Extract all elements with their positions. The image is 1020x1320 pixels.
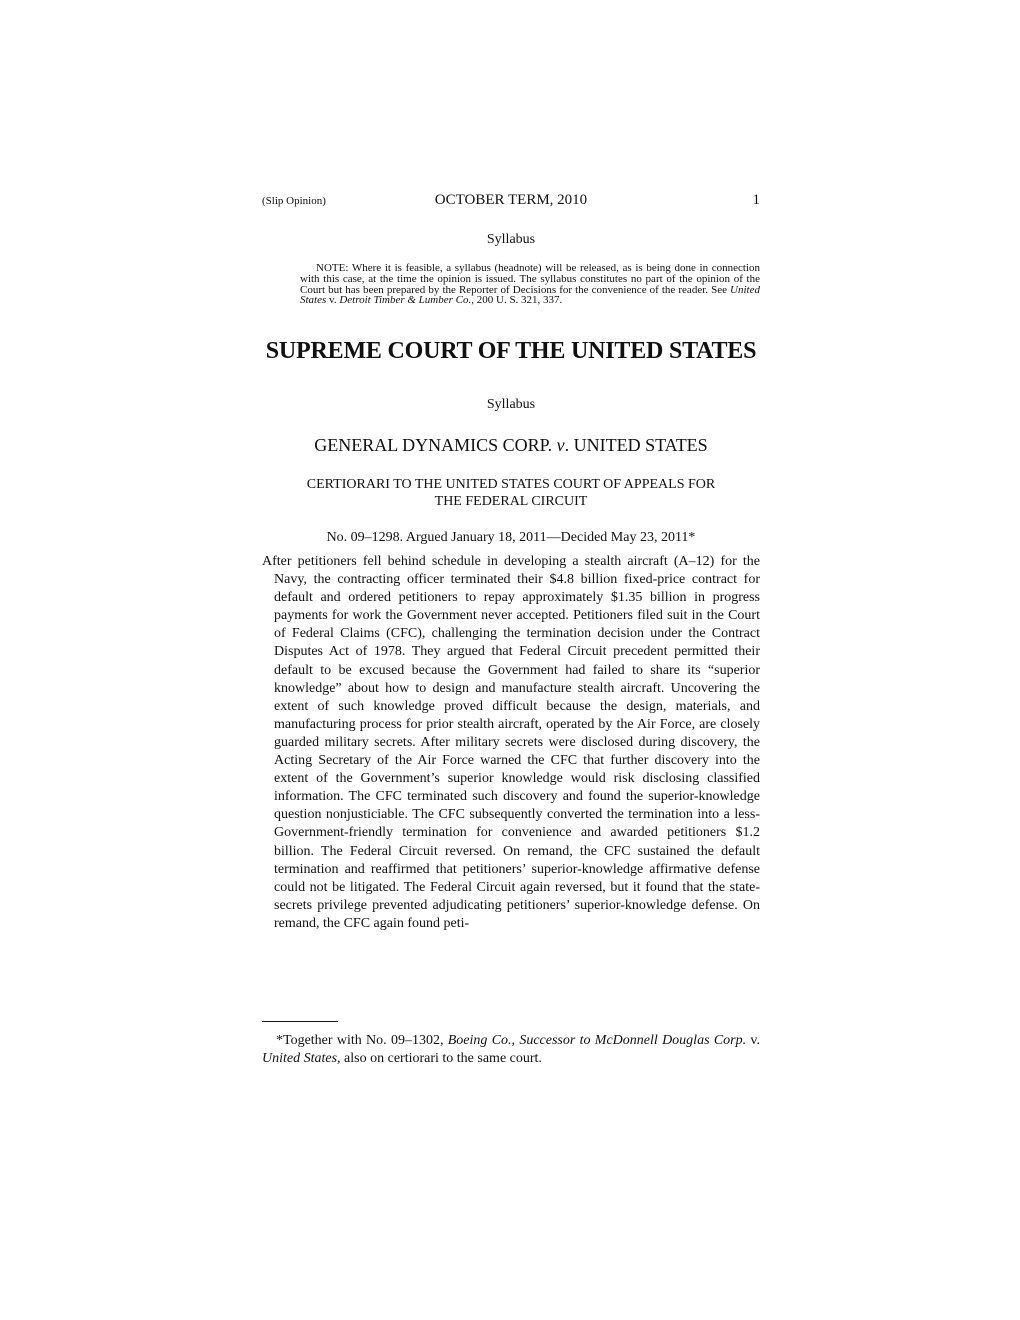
case-caption <box>262 435 760 456</box>
footnote-rest: also on certiorari to the same court. <box>340 1051 542 1066</box>
page-number: 1 <box>752 192 760 208</box>
note-text: NOTE: Where it is feasible, a syllabus (headnote) will be released, as is being done in connection with this case, at the time the opinion is issued. The syllabus constitutes no part of the opinion of the Court but has been prepared by the Reporter of Decisions for the convenience of the reader. See <box>300 262 760 296</box>
syllabus-body <box>262 553 760 933</box>
footnote-us: United States, <box>262 1051 341 1066</box>
docket-line: No. 09–1298. Argued January 18, 2011—Decided May 23, 2011* <box>326 530 696 545</box>
footnote-v: v. <box>746 1033 760 1048</box>
footnote-lead: *Together with No. 09–1302, <box>276 1033 448 1048</box>
syllabus-label: Syllabus <box>486 397 536 412</box>
body-paragraph: After petitioners fell behind schedule in developing a stealth aircraft (A–12) for the Navy, the contracting officer terminated their $4.8 billion fixed-price contract for default and ordered petitioners to repay approximately $1.35 billion in progress payments for work the Government never accepted. Petitioners filed suit in the Court of Federal Claims (CFC), challenging the termination decision under the Contract Disputes Act of 1978. They argued that Federal Circuit precedent permitted their default to be excused because the Government had failed to share its “superior knowledge” about how to design and manufacture stealth aircraft. Uncovering the extent of such knowledge proved difficult because the design, materials, and manufacturing process for prior stealth aircraft, operated by the Air Force, are closely guarded military secrets. After military secrets were disclosed during discovery, the Acting Secretary of the Air Force warned the CFC that further discovery into the extent of the Government’s superior knowledge would risk disclosing classified information. The CFC terminated such discovery and found the superior-knowledge question nonjusticiable. The CFC subsequently converted the termination into a less-Government-friendly termination for convenience and awarded petitioners $1.2 billion. The Federal Circuit reversed. On remand, the CFC sustained the default termination and reaffirmed that petitioners’ superior-knowledge affirmative defense could not be litigated. The Federal Circuit again reversed, but it found that the state-secrets privilege prevented adjudicating petitioners’ superior-knowledge defense. On remand, the CFC again found peti- <box>262 554 760 931</box>
reporter-note <box>300 263 760 306</box>
note-cite-detroit: Detroit Timber & Lumber Co., <box>339 294 474 307</box>
syllabus-label-top: Syllabus <box>486 232 536 247</box>
note-v: v. <box>326 294 340 307</box>
court-title: SUPREME COURT OF THE UNITED STATES <box>265 338 757 364</box>
case-respondent: . UNITED STATES <box>564 435 708 455</box>
slip-opinion-label: (Slip Opinion) <box>262 195 326 207</box>
note-cite-us: United States <box>300 283 760 307</box>
footnote-boeing: Boeing Co., Successor to McDonnell Douglas Corp. <box>447 1033 747 1048</box>
cert-line-2: THE FEDERAL CIRCUIT <box>434 494 588 509</box>
running-header <box>262 192 760 212</box>
cert-line-1: CERTIORARI TO THE UNITED STATES COURT OF APPEALS FOR <box>306 477 716 492</box>
footnote-divider <box>262 1021 338 1022</box>
case-petitioner: GENERAL DYNAMICS CORP. <box>314 435 557 455</box>
case-versus: v <box>556 435 565 455</box>
term-label: OCTOBER TERM, 2010 <box>434 192 588 208</box>
certiorari-line <box>262 476 760 510</box>
note-cite-rest: 200 U. S. 321, 337. <box>474 294 563 307</box>
footnote <box>262 1032 760 1068</box>
